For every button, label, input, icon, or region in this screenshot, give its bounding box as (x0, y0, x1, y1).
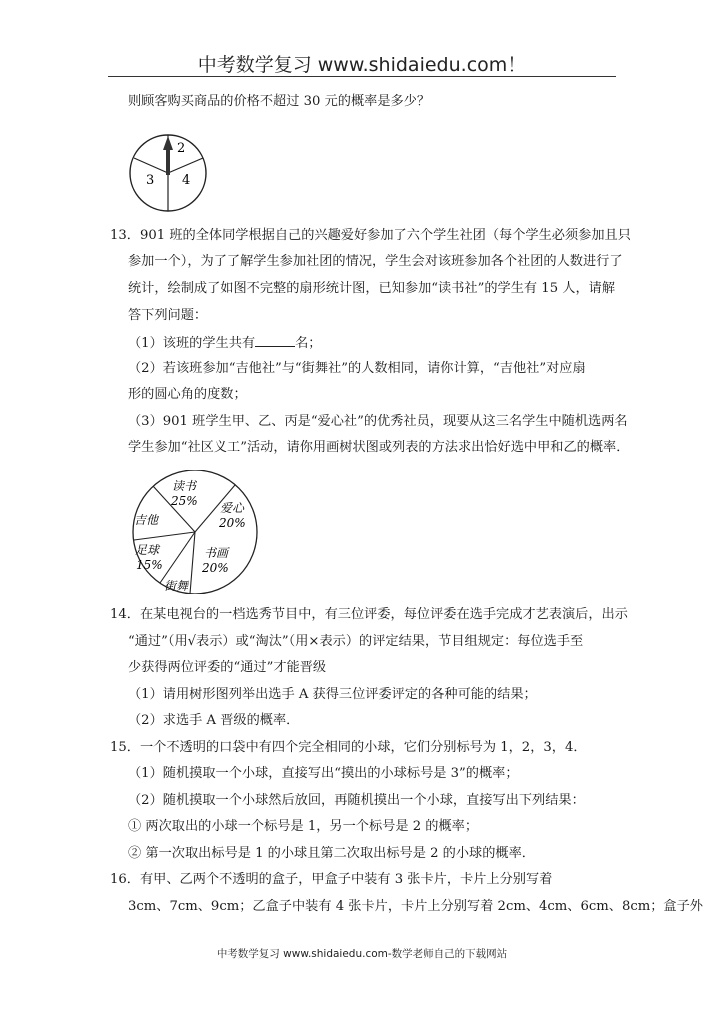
q16-line-2: 3cm、7cm、9cm；乙盒子中装有 4 张卡片，卡片上分别写着 2cm、4cm、6cm、8cm；盒子外 (128, 899, 703, 914)
spinner-label-2: 2 (177, 141, 186, 156)
q13-part-1-text: （1）该班的学生共有 (128, 336, 256, 351)
pie-chart-figure (124, 470, 270, 594)
spinner-label-4: 4 (182, 173, 191, 188)
spinner-divider (134, 158, 168, 173)
pie-label-aixin-pct: 20% (219, 516, 246, 530)
q14-part-2: （2）求选手 A 晋级的概率． (128, 713, 300, 728)
pie-label-zuqiu: 足球 (135, 543, 160, 557)
answer-blank (255, 334, 295, 347)
pie-divider (134, 532, 195, 540)
q14-line-1: 14．在某电视台的一档选秀节目中，有三位评委，每位评委在选手完成才艺表演后，出示 (110, 607, 628, 622)
q16-line-1: 16．有甲、乙两个不透明的盒子，甲盒子中装有 3 张卡片，卡片上分别写着 (110, 872, 553, 887)
q14-part-1: （1）请用树形图列举出选手 A 获得三位评委评定的各种可能的结果； (128, 687, 537, 702)
q13-part-1-unit: 名； (295, 336, 322, 351)
q14-line-2: “通过”（用√表示）或“淘汰”（用×表示）的评定结果，节目组规定：每位选手至 (128, 634, 584, 649)
pie-divider (190, 532, 195, 594)
page-header: 中考数学复习 www.shidaiedu.com！ (197, 54, 527, 76)
spinner-arrow (163, 136, 173, 175)
pie-label-shuhua-pct: 20% (202, 561, 229, 575)
q14-line-3: 少获得两位评委的“通过”才能晋级 (128, 660, 327, 675)
pie-label-shuhua: 书画 (204, 546, 229, 560)
spinner-label-3: 3 (146, 173, 155, 188)
q13-line-2: 参加一个），为了了解学生参加社团的情况，学生会对该班参加各个社团的人数进行了 (128, 254, 623, 269)
pie-label-dushu-pct: 25% (171, 494, 198, 508)
q13-part-3-line-1: （3）901 班学生甲、乙、丙是“爱心社”的优秀社员，现要从这三名学生中随机选两名 (128, 414, 628, 429)
pie-divider (160, 532, 195, 583)
q13-line-4: 答下列问题： (128, 308, 208, 323)
q15-part-1: （1）随机摸取一个小球，直接写出“摸出的小球标号是 3”的概率； (128, 766, 519, 781)
spinner-figure (120, 126, 220, 214)
q13-line-3: 统计，绘制成了如图不完整的扇形统计图，已知参加“读书社”的学生有 15 人，请解 (128, 281, 616, 296)
q13-part-1 (128, 334, 321, 352)
q13-part-2-line-1: （2）若该班参加“吉他社”与“街舞社”的人数相同，请你计算，“吉他社”对应扇 (128, 361, 586, 376)
pie-label-jiewu: 街舞 (164, 579, 189, 593)
header-rule (108, 76, 616, 77)
q15-line-1: 15．一个不透明的口袋中有四个完全相同的小球，它们分别标号为 1，2，3，4． (110, 740, 587, 755)
pie-label-zuqiu-pct: 15% (136, 558, 163, 572)
pie-label-jita: 吉他 (134, 513, 159, 527)
q15-subpart-2: ② 第一次取出标号是 1 的小球且第二次取出标号是 2 的小球的概率． (128, 846, 535, 861)
page-footer: 中考数学复习 www.shidaiedu.com-数学老师自己的下载网站 (216, 948, 508, 960)
spinner-divider (168, 158, 203, 173)
q15-part-2: （2）随机摸取一个小球然后放回，再随机摸出一个小球，直接写出下列结果： (128, 793, 585, 808)
pie-label-aixin: 爱心 (220, 501, 245, 515)
q12-question-tail: 则顾客购买商品的价格不超过 30 元的概率是多少？ (128, 94, 431, 109)
q13-line-1: 13．901 班的全体同学根据自己的兴趣爱好参加了六个学生社团（每个学生必须参加且只 (110, 228, 631, 243)
q15-subpart-1: ① 两次取出的小球一个标号是 1，另一个标号是 2 的概率； (128, 819, 479, 834)
q13-part-2-line-2: 形的圆心角的度数； (128, 387, 247, 402)
pie-label-dushu: 读书 (172, 479, 197, 493)
q13-part-3-line-2: 学生参加“社区义工”活动，请你用画树状图或列表的方法求出恰好选中甲和乙的概率． (128, 440, 630, 455)
